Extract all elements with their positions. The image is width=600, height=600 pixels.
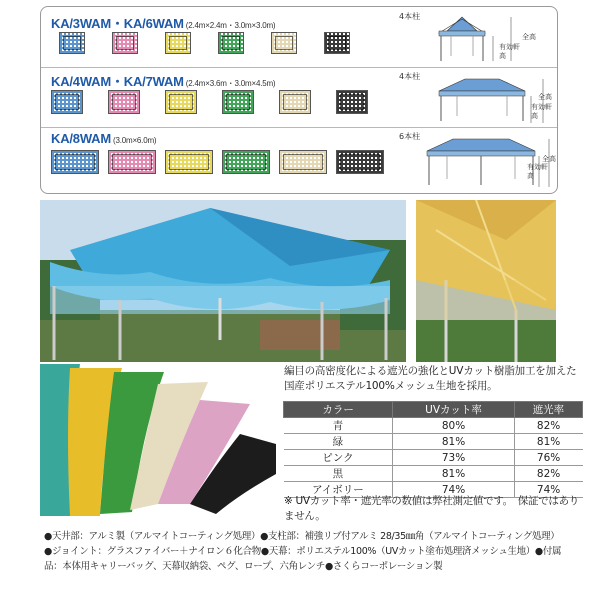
shading-cell: 74% (514, 482, 582, 498)
shading-cell: 81% (514, 434, 582, 450)
eave-height-label: 有効軒高 (499, 43, 520, 60)
uv-cell: 81% (393, 434, 514, 450)
model-title (51, 71, 401, 90)
yellow-tent-illustration (416, 200, 556, 362)
color-swatch-black (336, 90, 368, 114)
tent-figure-2 (399, 71, 557, 125)
swatch-frame (275, 36, 293, 50)
swatch-frame (169, 94, 193, 110)
fabric-samples-illustration (40, 364, 276, 516)
total-height-label: 全高 (542, 155, 556, 163)
swatch-frame (112, 94, 136, 110)
legs-label: 4本柱 (399, 72, 421, 81)
header-uv-cut: UVカット率 (393, 402, 514, 418)
color-swatch-green (222, 150, 270, 174)
shading-cell: 82% (514, 418, 582, 434)
divider (41, 127, 557, 128)
color-swatch-black (324, 32, 350, 54)
swatch-frame (169, 36, 187, 50)
swatch-frame (283, 94, 307, 110)
swatch-frame (112, 154, 152, 170)
swatch-frame (283, 154, 323, 170)
color-swatch-blue (59, 32, 85, 54)
fabric-samples-photo (40, 364, 276, 516)
color-swatch-yellow (165, 90, 197, 114)
eave-height-label: 有効軒高 (527, 163, 548, 180)
blue-tent-illustration (40, 200, 406, 362)
uv-cell: 81% (393, 466, 514, 482)
model-row-1 (51, 13, 401, 32)
uv-cell: 73% (393, 450, 514, 466)
legs-label: 4本柱 (399, 12, 421, 21)
color-swatch-green (218, 32, 244, 54)
model-name: KA/8WAM (51, 131, 111, 146)
swatch-frame (169, 154, 209, 170)
model-row-2 (51, 71, 401, 90)
color-swatch-ivory (271, 32, 297, 54)
swatch-frame (116, 36, 134, 50)
swatch-frame (226, 154, 266, 170)
header-shading: 遮光率 (514, 402, 582, 418)
color-swatch-ivory (279, 150, 327, 174)
fabric-description: 編目の高密度化による遮光の強化とUVカット樹脂加工を加えた国産ポリエステル100%メッシュ生地を採用。 (284, 365, 577, 392)
total-height-label: 全高 (538, 93, 552, 101)
swatch-frame (340, 154, 380, 170)
header-color: カラー (284, 402, 393, 418)
color-swatch-pink (112, 32, 138, 54)
model-name: KA/4WAM・KA/7WAM (51, 74, 184, 89)
color-swatch-blue (51, 90, 83, 114)
model-name: KA/3WAM・KA/6WAM (51, 16, 184, 31)
total-height-label: 全高 (522, 33, 536, 41)
color-swatch-blue (51, 150, 99, 174)
measurement-note: ※ UVカット率・遮光率の数値は弊社測定値です。 保証ではありません。 (284, 495, 580, 522)
color-swatch-black (336, 150, 384, 174)
swatch-frame (63, 36, 81, 50)
swatch-frame (55, 94, 79, 110)
table-row (284, 434, 583, 450)
color-cell: 黒 (284, 466, 393, 482)
model-row-3 (51, 131, 401, 146)
model-title (51, 131, 401, 146)
model-dims: (3.0m×6.0m) (113, 136, 157, 145)
table-row (284, 418, 583, 434)
shading-cell: 76% (514, 450, 582, 466)
model-title (51, 13, 401, 32)
table-header-row (284, 402, 583, 418)
swatch-frame (222, 36, 240, 50)
color-swatch-yellow (165, 32, 191, 54)
shading-cell: 82% (514, 466, 582, 482)
uv-cell: 74% (393, 482, 514, 498)
swatch-frame (55, 154, 95, 170)
swatch-frame (328, 36, 346, 50)
swatch-frame (340, 94, 364, 110)
blue-tent-photo (40, 200, 406, 362)
swatch-frame (226, 94, 250, 110)
product-spec-text: ●天井部：アルミ製（アルマイトコーティング処理）●支柱部：補強リブ付アルミ 28/35㎜角（アルマイトコーティング処理）●ジョイント：グラスファイバー＋ナイロン６化合物●天幕：ポリエステル100%（UVカット塗布処理済メッシュ生地）●付属品：本体用キャリーバッグ、天幕収納袋、ペグ、ロープ、六角レンチ●さくらコーポレーション製 (44, 531, 562, 572)
color-cell: アイボリー (284, 482, 393, 498)
tent-figure-3 (399, 131, 557, 189)
color-swatch-pink (108, 90, 140, 114)
eave-height-label: 有効軒高 (531, 103, 552, 120)
tent-figure-1 (399, 11, 557, 65)
spec-box (40, 6, 558, 194)
model-dims: (2.4m×2.4m・3.0m×3.0m) (185, 21, 276, 30)
color-swatch-green (222, 90, 254, 114)
color-cell: ピンク (284, 450, 393, 466)
model-dims: (2.4m×3.6m・3.0m×4.5m) (185, 79, 276, 88)
color-swatch-pink (108, 150, 156, 174)
table-row (284, 466, 583, 482)
color-swatch-yellow (165, 150, 213, 174)
color-cell: 緑 (284, 434, 393, 450)
legs-label: 6本柱 (399, 132, 421, 141)
color-swatch-ivory (279, 90, 311, 114)
table-row (284, 450, 583, 466)
color-cell: 青 (284, 418, 393, 434)
rates-table (283, 401, 583, 498)
yellow-tent-photo (416, 200, 556, 362)
divider (41, 67, 557, 68)
uv-cell: 80% (393, 418, 514, 434)
